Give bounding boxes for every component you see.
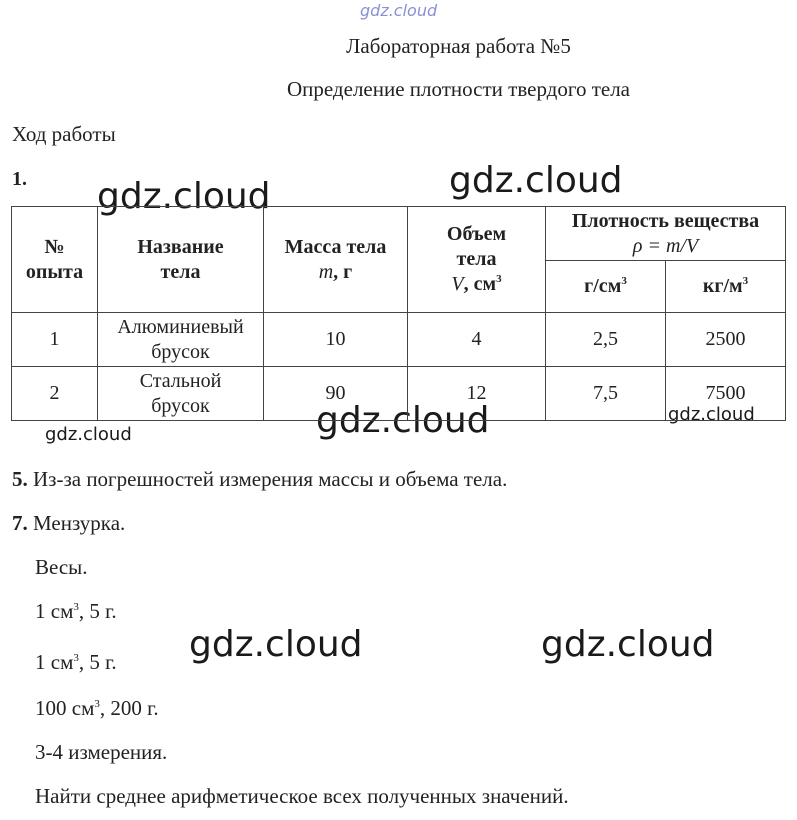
cell-density-gcm: 7,5 [546, 367, 666, 421]
answer-7-line5: 100 $см^3$, 200 г. [35, 696, 159, 720]
answer-5 [12, 467, 507, 492]
cell-num: 2 [12, 367, 98, 421]
table-row [12, 367, 786, 421]
section-heading: Ход работы [12, 122, 116, 146]
cell-density-kgm: 7500 [666, 367, 786, 421]
header-density-kg-m3: $кг/м^3$ [666, 261, 786, 313]
watermark: gdz.cloud [316, 400, 490, 441]
answer-7-number: 7. [12, 511, 28, 535]
header-volume: Объем тела V, $см^3$ [408, 207, 546, 313]
header-density: Плотность вещества ρ = m/V [546, 207, 786, 261]
cell-name: Алюминиевый брусок [98, 313, 264, 367]
page-subtitle: Определение плотности твердого тела [286, 77, 630, 101]
watermark: gdz.cloud [541, 624, 715, 665]
page-title: Лабораторная работа №5 [346, 34, 571, 58]
answer-7-line2: Весы. [35, 555, 88, 579]
cell-density-kgm: 2500 [666, 313, 786, 367]
watermark: gdz.cloud [97, 176, 271, 217]
cell-mass: 90 [264, 367, 408, 421]
answer-7-line6: 3-4 измерения. [35, 740, 168, 764]
answer-7-line3: 1 $см^3$, 5 г. [35, 599, 117, 623]
answer-7 [12, 511, 125, 536]
watermark: gdz.cloud [668, 404, 755, 425]
header-mass: Масса тела m, г [264, 207, 408, 313]
cell-volume: 12 [408, 367, 546, 421]
answer-7-line4: 1 $см^3$, 5 г. [35, 650, 117, 674]
answer-5-text: Из-за погрешностей измерения массы и объема тела. [27, 467, 508, 491]
cell-name: Стальной брусок [98, 367, 264, 421]
header-body-name: Название тела [98, 207, 264, 313]
item-number-1: 1. [12, 168, 27, 190]
header-density-g-cm3: $г/см^3$ [546, 261, 666, 313]
cell-volume: 4 [408, 313, 546, 367]
answer-7-line7: Найти среднее арифметическое всех полученных значений. [35, 784, 569, 808]
watermark: gdz.cloud [45, 424, 132, 445]
watermark: gdz.cloud [189, 624, 363, 665]
answer-7-line1: Мензурка. [27, 511, 126, 535]
answer-5-number: 5. [12, 467, 28, 491]
cell-num: 1 [12, 313, 98, 367]
watermark: gdz.cloud [449, 160, 623, 201]
header-experiment-number: № опыта [12, 207, 98, 313]
table-row [12, 313, 786, 367]
cell-mass: 10 [264, 313, 408, 367]
density-table [11, 206, 786, 421]
watermark-top: gdz.cloud [360, 1, 438, 20]
cell-density-gcm: 2,5 [546, 313, 666, 367]
